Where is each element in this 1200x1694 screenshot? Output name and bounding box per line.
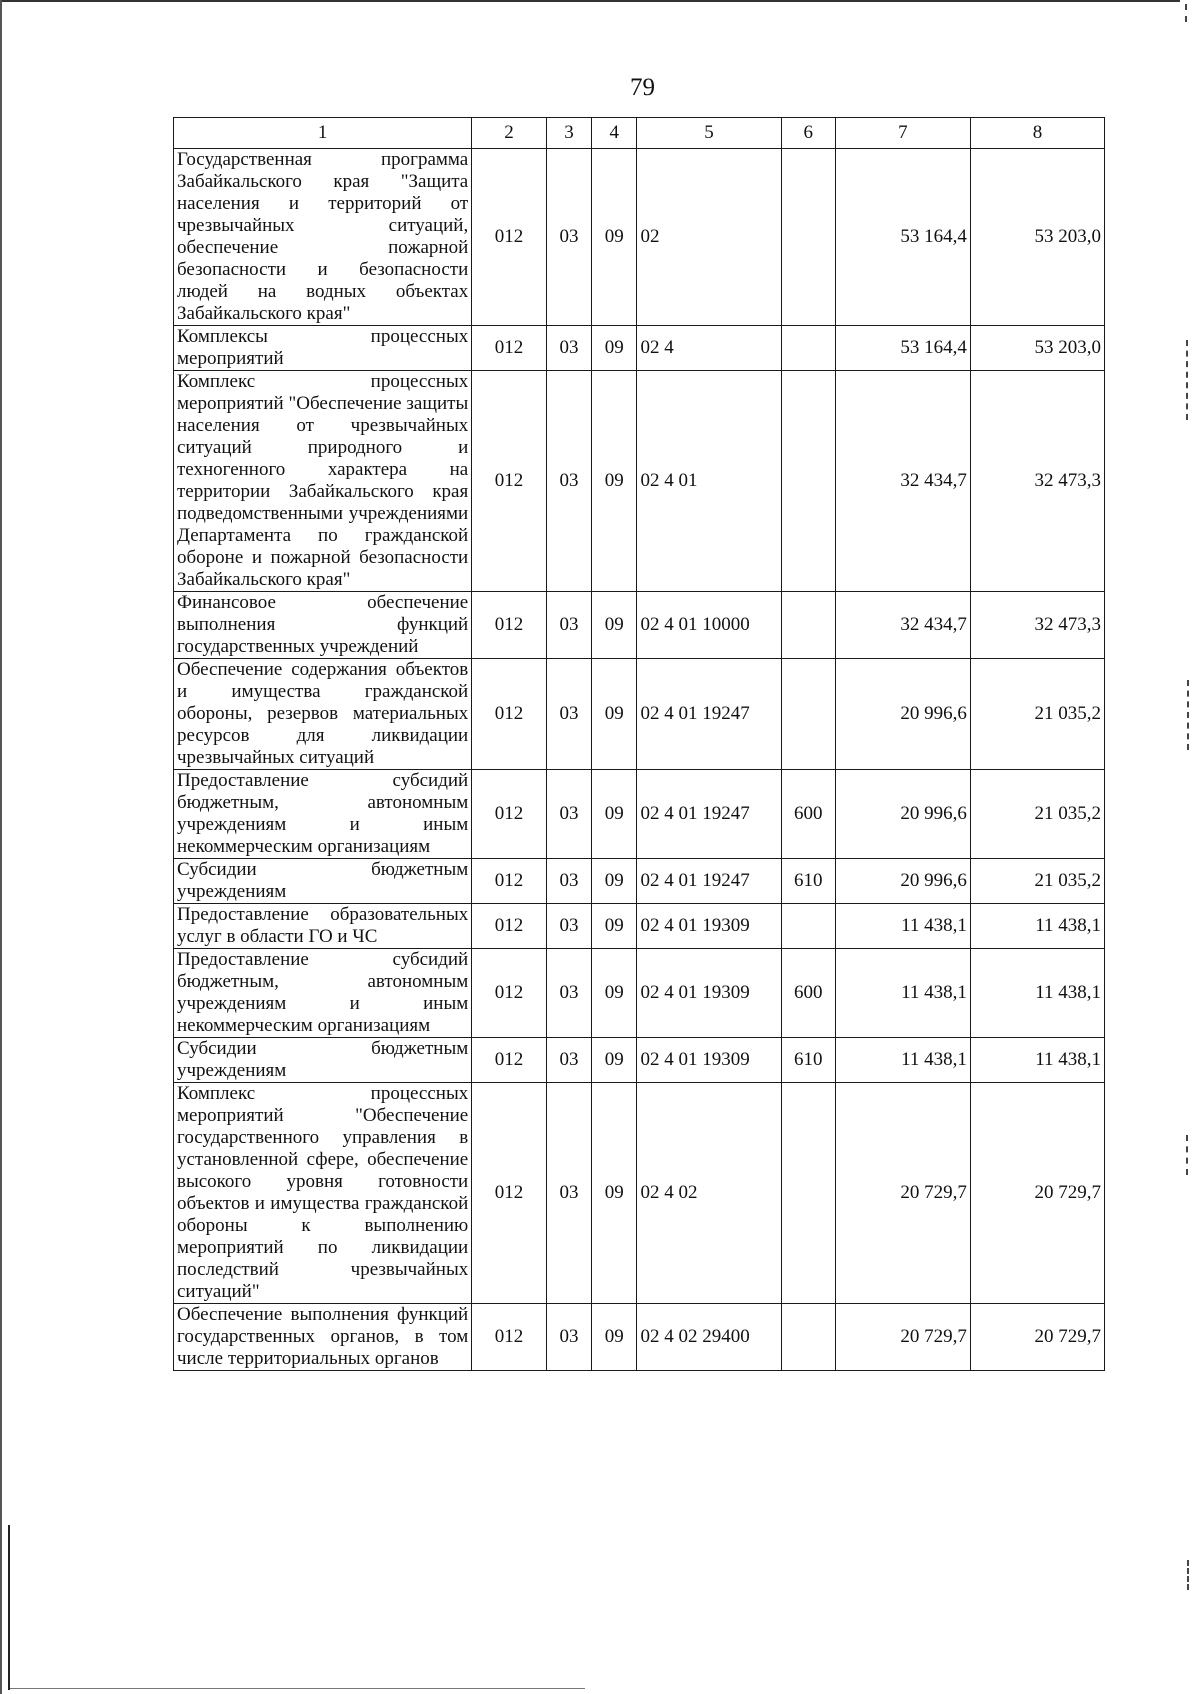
cell-target-article: 02 4 01 19247 [637,859,781,904]
row-name: Субсидии бюджетным учреждениям [174,859,472,904]
cell-amount-year2: 32 473,3 [970,592,1104,659]
cell-target-article: 02 4 01 19309 [637,949,781,1038]
scan-edge-bottom [10,1688,585,1689]
column-header: 6 [781,118,835,149]
table-row [174,149,1105,326]
cell-amount-year1: 20 996,6 [835,859,970,904]
cell-subsection: 09 [592,592,637,659]
cell-amount-year2: 21 035,2 [970,770,1104,859]
table-row [174,904,1105,949]
cell-section: 03 [546,859,591,904]
row-name: Предоставление субсидий бюджетным, автономным учреждениям и иным некоммерческим организациям [174,770,472,859]
row-name: Комплексы процессных мероприятий [174,326,472,371]
cell-section: 03 [546,1038,591,1083]
scan-edge-left [0,0,2,1694]
cell-subsection: 09 [592,659,637,770]
header-row [174,118,1105,149]
cell-amount-year1: 11 438,1 [835,949,970,1038]
cell-amount-year2: 11 438,1 [970,1038,1104,1083]
cell-subsection: 09 [592,1038,637,1083]
cell-expense-type: 610 [781,859,835,904]
cell-amount-year1: 20 996,6 [835,659,970,770]
cell-subsection: 09 [592,149,637,326]
cell-section: 03 [546,904,591,949]
cell-amount-year2: 21 035,2 [970,859,1104,904]
cell-expense-type [781,659,835,770]
cell-amount-year1: 11 438,1 [835,904,970,949]
cell-target-article: 02 4 02 29400 [637,1304,781,1371]
cell-amount-year1: 53 164,4 [835,149,970,326]
cell-subsection: 09 [592,949,637,1038]
table-body [174,149,1105,1371]
cell-target-article: 02 4 01 19247 [637,659,781,770]
column-header: 3 [546,118,591,149]
row-name: Обеспечение содержания объектов и имущества гражданской обороны, резервов материальных ресурсов для ликвидации чрезвычайных ситуаций [174,659,472,770]
row-name: Обеспечение выполнения функций государственных органов, в том числе территориальных органов [174,1304,472,1371]
cell-section: 03 [546,1304,591,1371]
column-header: 2 [472,118,547,149]
cell-target-article: 02 4 01 10000 [637,592,781,659]
cell-subsection: 09 [592,326,637,371]
cell-ministry: 012 [472,949,547,1038]
cell-amount-year1: 20 729,7 [835,1083,970,1304]
cell-amount-year1: 53 164,4 [835,326,970,371]
cell-target-article: 02 4 01 19309 [637,1038,781,1083]
cell-expense-type [781,149,835,326]
cell-expense-type: 610 [781,1038,835,1083]
cell-target-article: 02 [637,149,781,326]
cell-target-article: 02 4 [637,326,781,371]
cell-ministry: 012 [472,1083,547,1304]
cell-expense-type [781,326,835,371]
cell-expense-type [781,1304,835,1371]
cell-section: 03 [546,371,591,592]
row-name: Предоставление субсидий бюджетным, автономным учреждениям и иным некоммерческим организациям [174,949,472,1038]
cell-ministry: 012 [472,592,547,659]
cell-section: 03 [546,326,591,371]
cell-ministry: 012 [472,149,547,326]
table-row [174,592,1105,659]
scan-mark [1187,1560,1189,1590]
cell-ministry: 012 [472,659,547,770]
cell-amount-year2: 11 438,1 [970,904,1104,949]
row-name: Комплекс процессных мероприятий "Обеспечение государственного управления в установленной сфере, обеспечение высокого уровня готовности объектов и имущества гражданской обороны к выполнению мероприятий по ликвидации последствий чрезвычайных ситуаций" [174,1083,472,1304]
row-name: Финансовое обеспечение выполнения функций государственных учреждений [174,592,472,659]
cell-amount-year2: 53 203,0 [970,149,1104,326]
table-row [174,859,1105,904]
column-header: 5 [637,118,781,149]
cell-ministry: 012 [472,326,547,371]
cell-target-article: 02 4 01 19247 [637,770,781,859]
cell-ministry: 012 [472,1038,547,1083]
cell-amount-year1: 32 434,7 [835,592,970,659]
cell-expense-type [781,904,835,949]
table-row [174,770,1105,859]
cell-amount-year1: 11 438,1 [835,1038,970,1083]
row-name: Субсидии бюджетным учреждениям [174,1038,472,1083]
row-name: Комплекс процессных мероприятий "Обеспечение защиты населения от чрезвычайных ситуаций природного и техногенного характера на территории Забайкальского края подведомственными учреждениями Департамента по гражданской обороне и пожарной безопасности Забайкальского края" [174,371,472,592]
scan-mark [1186,1135,1188,1175]
cell-section: 03 [546,949,591,1038]
table-row [174,371,1105,592]
cell-target-article: 02 4 02 [637,1083,781,1304]
cell-amount-year2: 53 203,0 [970,326,1104,371]
column-header: 7 [835,118,970,149]
cell-expense-type: 600 [781,770,835,859]
cell-amount-year2: 21 035,2 [970,659,1104,770]
cell-section: 03 [546,592,591,659]
cell-subsection: 09 [592,859,637,904]
cell-section: 03 [546,149,591,326]
cell-ministry: 012 [472,371,547,592]
cell-section: 03 [546,770,591,859]
cell-amount-year1: 32 434,7 [835,371,970,592]
cell-subsection: 09 [592,371,637,592]
column-header: 4 [592,118,637,149]
cell-subsection: 09 [592,770,637,859]
cell-subsection: 09 [592,904,637,949]
cell-amount-year2: 32 473,3 [970,371,1104,592]
cell-target-article: 02 4 01 19309 [637,904,781,949]
cell-target-article: 02 4 01 [637,371,781,592]
cell-ministry: 012 [472,770,547,859]
cell-amount-year1: 20 996,6 [835,770,970,859]
cell-amount-year2: 20 729,7 [970,1083,1104,1304]
cell-subsection: 09 [592,1304,637,1371]
scan-edge-top [0,0,1180,2]
cell-ministry: 012 [472,1304,547,1371]
scan-mark [1185,4,1187,22]
cell-expense-type [781,1083,835,1304]
cell-section: 03 [546,1083,591,1304]
cell-amount-year2: 20 729,7 [970,1304,1104,1371]
table-row [174,949,1105,1038]
row-name: Государственная программа Забайкальского края "Защита населения и территорий от чрезвычайных ситуаций, обеспечение пожарной безопасности и безопасности людей на водных объектах Забайкальского края" [174,149,472,326]
table-row [174,1083,1105,1304]
cell-expense-type: 600 [781,949,835,1038]
row-name: Предоставление образовательных услуг в области ГО и ЧС [174,904,472,949]
table-row [174,659,1105,770]
cell-expense-type [781,592,835,659]
cell-ministry: 012 [472,904,547,949]
cell-ministry: 012 [472,859,547,904]
page-number: 79 [630,74,655,101]
column-header: 1 [174,118,472,149]
cell-section: 03 [546,659,591,770]
cell-amount-year2: 11 438,1 [970,949,1104,1038]
column-header: 8 [970,118,1104,149]
budget-table [173,117,1105,1371]
cell-amount-year1: 20 729,7 [835,1304,970,1371]
table-row [174,1038,1105,1083]
scan-mark [1186,340,1188,420]
scan-edge-left-bottom [8,1525,10,1690]
table-row [174,1304,1105,1371]
cell-subsection: 09 [592,1083,637,1304]
scan-mark [1187,680,1189,750]
cell-expense-type [781,371,835,592]
table-row [174,326,1105,371]
